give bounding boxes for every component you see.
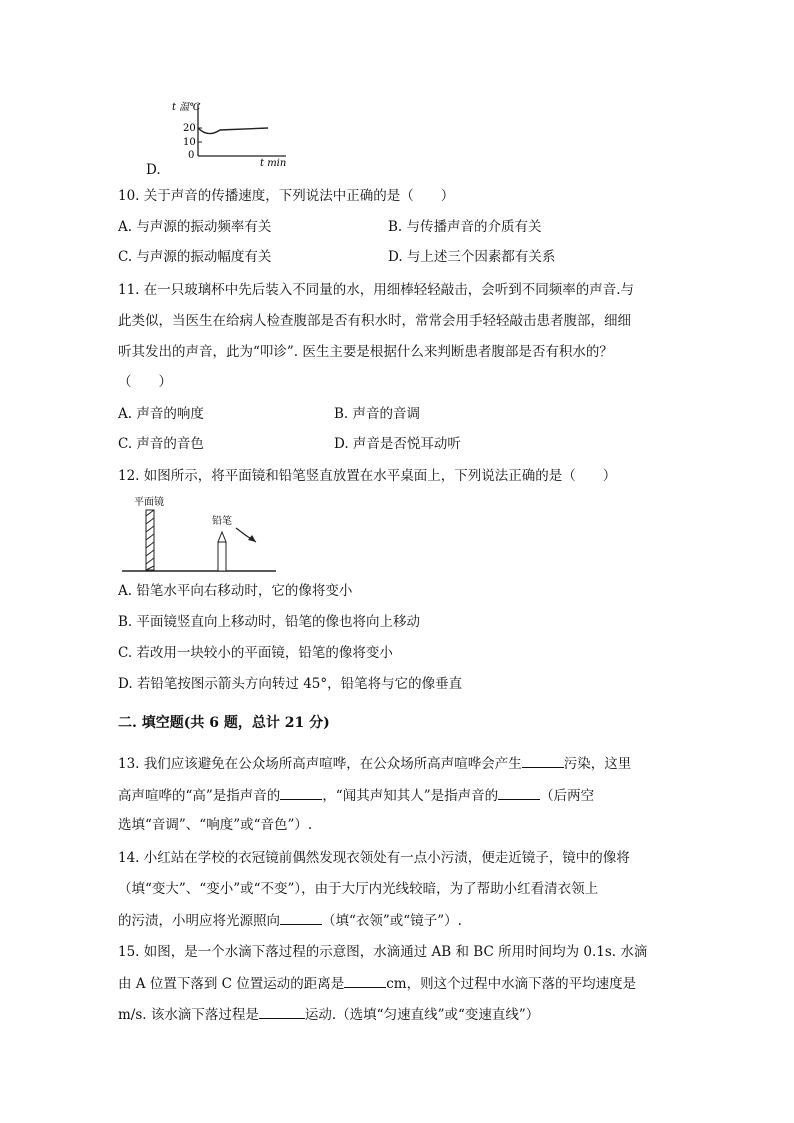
graph-y-tick-20: 20: [183, 123, 196, 134]
q13-line2-text-b: ，“闻其声知其人”是指声音的: [322, 788, 499, 804]
q14-line3-text-b: （填“衣领”或“镜子”）.: [322, 913, 462, 929]
rotation-arrow: [236, 528, 256, 542]
mirror-pencil-figure: [120, 492, 280, 574]
q10-option-c: C. 与声源的振动幅度有关: [118, 249, 272, 265]
q15-line3-text-b: 运动.（选填“匀速直线”或“变速直线”）: [304, 1007, 540, 1023]
q10-stem: 10. 关于声音的传播速度，下列说法中正确的是（ ）: [118, 188, 455, 204]
q11-paren: （ ）: [118, 374, 172, 390]
q15-line2: [118, 973, 636, 994]
q13-line1-text-a: 13. 我们应该避免在公众场所高声喧哗，在公众场所高声喧哗会产生: [118, 756, 522, 772]
q13-blank-3[interactable]: [498, 785, 540, 800]
q14-line2: （填“变大”、“变小”或“不变”），由于大厅内光线较暗，为了帮助小红看清衣领上: [118, 881, 599, 897]
q12-option-d: D. 若铅笔按图示箭头方向转过 45°，铅笔将与它的像垂直: [118, 676, 463, 692]
q15-line3: [118, 1004, 539, 1025]
q15-line2-text-a: 由 A 位置下落到 C 位置运动的距离是: [118, 976, 345, 992]
q9-option-d: D.: [146, 162, 161, 178]
q14-line3-text-a: 的污渍，小明应将光源照向: [118, 913, 280, 929]
q13-blank-2[interactable]: [280, 785, 322, 800]
q11-option-d: D. 声音是否悦耳动听: [334, 436, 461, 452]
q13-line1-text-b: 污染，这里: [563, 756, 632, 772]
q13-line2: [118, 785, 594, 806]
q15-blank-1[interactable]: [344, 973, 386, 988]
q14-line3: [118, 910, 462, 931]
graph-y-tick-10: 10: [183, 137, 196, 148]
q13-line2-text-a: 高声喧哗的“高”是指声音的: [118, 788, 281, 804]
mirror-label: 平面镜: [134, 497, 164, 508]
q12-stem: 12. 如图所示，将平面镜和铅笔竖直放置在水平桌面上，下列说法正确的是（ ）: [118, 468, 617, 484]
q14-line1: 14. 小红站在学校的衣冠镜前偶然发现衣领处有一点小污渍，便走近镜子，镜中的像将: [118, 850, 630, 866]
q12-option-a: A. 铅笔水平向右移动时，它的像将变小: [118, 583, 353, 599]
section-title: 二. 填空题(共 6 题，总计 21 分): [118, 715, 330, 731]
q11-stem-line1: 11. 在一只玻璃杯中先后装入不同量的水，用细棒轻轻敲击，会听到不同频率的声音.与: [118, 282, 635, 298]
pencil: [218, 532, 226, 571]
q15-blank-2[interactable]: [259, 1004, 305, 1019]
q11-option-a: A. 声音的响度: [118, 406, 204, 422]
plane-mirror: [146, 510, 154, 570]
pencil-label: 铅笔: [212, 516, 232, 527]
graph-curve: [198, 128, 268, 134]
q10-option-b: B. 与传播声音的介质有关: [388, 219, 542, 235]
q12-option-b: B. 平面镜竖直向上移动时，铅笔的像也将向上移动: [118, 614, 421, 630]
q15-line3-text-a: m/s. 该水滴下落过程是: [118, 1007, 259, 1023]
q10-option-d: D. 与上述三个因素都有关系: [388, 249, 556, 265]
q12-option-c: C. 若改用一块较小的平面镜，铅笔的像将变小: [118, 645, 393, 661]
q13-line1: [118, 753, 631, 774]
q13-line2-text-c: （后两空: [540, 788, 595, 804]
q11-stem-line2: 此类似，当医生在给病人检查腹部是否有积水时，常常会用手轻轻敲击患者腹部，细细: [118, 313, 631, 329]
q11-option-c: C. 声音的音色: [118, 436, 204, 452]
q11-option-b: B. 声音的音调: [334, 406, 421, 422]
graph-x-label: t min: [260, 158, 287, 166]
temperature-time-graph: [164, 94, 294, 166]
q13-line3: 选填“音调”、“响度”或“音色”）.: [118, 817, 313, 833]
q14-blank[interactable]: [280, 910, 322, 925]
q15-line2-text-b: cm，则这个过程中水滴下落的平均速度是: [386, 976, 637, 992]
q11-stem-line3: 听其发出的声音，此为“叩诊”. 医生主要是根据什么来判断患者腹部是否有积水的？: [118, 344, 613, 360]
q15-line1: 15. 如图，是一个水滴下落过程的示意图，水滴通过 AB 和 BC 所用时间均为 0.1s. 水滴: [118, 944, 648, 960]
q10-option-a: A. 与声源的振动频率有关: [118, 219, 272, 235]
graph-y-label: t 温℃: [172, 102, 201, 113]
q13-blank-1[interactable]: [522, 753, 564, 768]
graph-y-tick-0: 0: [188, 150, 195, 161]
